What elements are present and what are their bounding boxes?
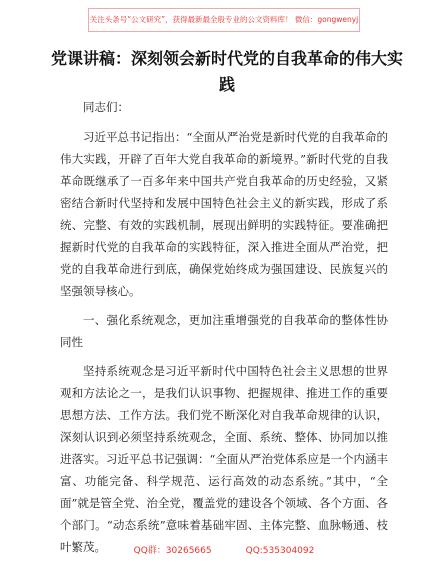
greeting: 同志们： bbox=[83, 100, 129, 114]
promo-banner: 关注头条号“公文研究”，获得最新最全般专业的公文资料库！ 微信：gongwenyj bbox=[88, 8, 360, 32]
paragraph-1: 习近平总书记指出：“全面从严治党是新时代党的自我革命的伟大实践，开辟了百年大党自我革命的新境界。”新时代党的自我革命既继承了一百多年来中国共产党自我革命的历史经验，又紧密结合新时代坚持和发展中国特色社会主义的新实践，形成了系统、完整、有效的实践机制，展现出鲜明的实践特征。要准确把握新时代党的自我革命的实践特征，深入推进全面从严治党，把党的自我革命进行到底，确保党始终成为强国建设、民族复兴的坚强领导核心。 bbox=[60, 130, 388, 298]
qq-group-text: QQ群：30265665 bbox=[133, 546, 212, 556]
document-title: 党课讲稿：深刻领会新时代党的自我革命的伟大实践 bbox=[50, 49, 403, 94]
qq-text: QQ:535304092 bbox=[245, 546, 315, 556]
paragraph-2: 坚持系统观念是习近平新时代中国特色社会主义思想的世界观和方法论之一，是我们认识事物、把握规律、推进工作的重要思想方法、工作方法。我们党不断深化对自我革命规律的认识，深刻认识到必须坚持系统观念，全面、系统、整体、协同加以推进落实。习近平总书记强调：“全面从严治党体系应是一个内涵丰富、功能完备、科学规范、运行高效的动态系统。”其中，“全面”就是管全党、治全党，覆盖党的建设各个领域、各个方面、各个部门。“动态系统”意味着基础牢固、主体完整、血脉畅通、枝叶繁茂。 bbox=[60, 364, 388, 554]
section-heading-1: 一、强化系统观念，更加注重增强党的自我革命的整体性协同性 bbox=[60, 313, 388, 349]
contact-footer bbox=[0, 544, 448, 558]
document-body bbox=[60, 96, 388, 565]
